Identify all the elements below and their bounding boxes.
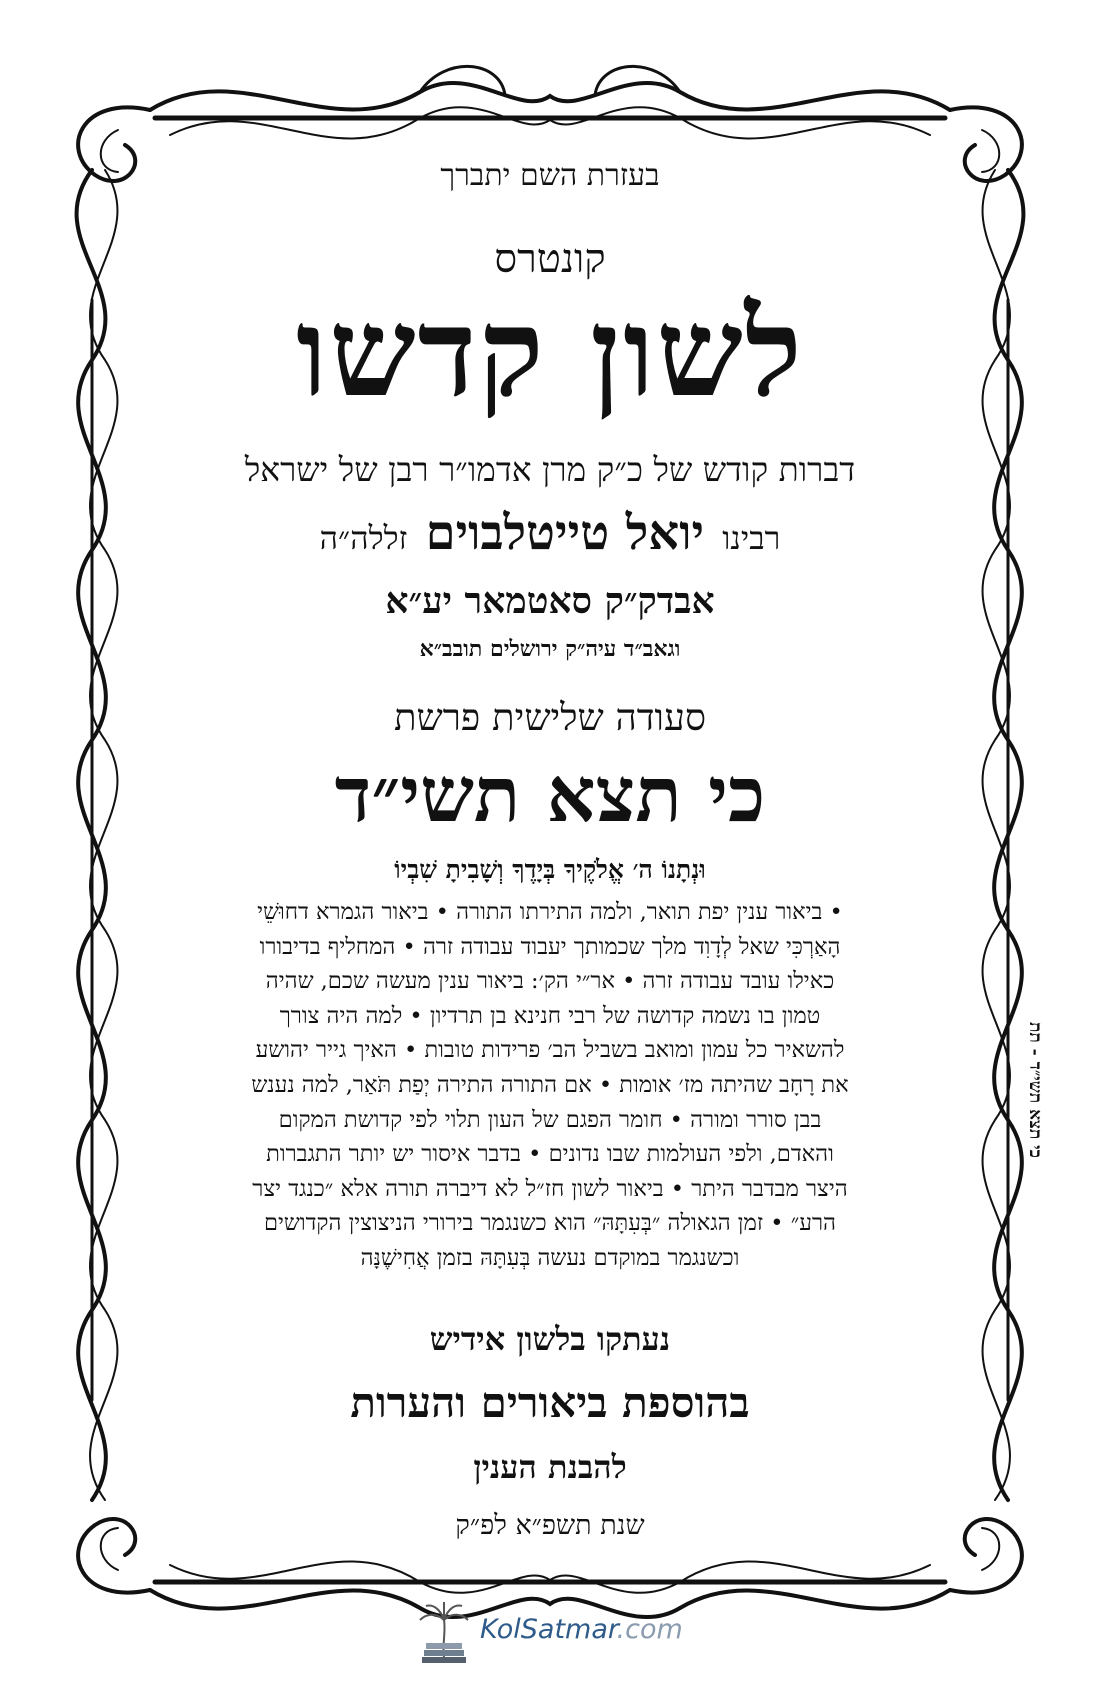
side-running-head: כי תצא תשי״ד - תת [1025,1022,1045,1158]
topic-line: • ביאור ענין יפת תואר, ולמה התירתו התורה • ביאור הגמרא דחוּשֵׁי [257,899,843,925]
topic-line: את רָחָב שהיתה מז׳ אומות • אם התורה התירה יְפַת תֹּאַר, למה נענש [251,1071,849,1098]
words-of-line: דברות קודש של כ״ק מרן אדמו״ר רבן של ישראל [244,450,856,489]
parsha-year: כי תצא תשי״ד [334,750,766,839]
book-title: לשון קדשו [296,280,804,424]
rabbi-line [200,505,900,561]
brand-suffix: .com [616,1614,683,1645]
seuda-line: סעודה שלישית פרשת [393,696,707,739]
yiddish-note: נעתקו בלשון אידיש [429,1320,671,1358]
kolsatmar-branding[interactable] [414,1600,694,1670]
topic-line: כאילו עובד עבודה זרה • אר״י הק׳: ביאור ענין מעשה שכם, שהיה [265,968,835,995]
booklet-label: קונטרס [494,236,606,282]
publication-year: שנת תשפ״א לפ״ק [455,1510,645,1541]
topic-line: טמון בו נשמה קדושה של רבי חנינא בן תרדיון • למה היה צורך [279,1002,821,1029]
topic-line: וכשנגמר במוקדם נעשה בְּעִתָּהּ בזמן אֲחִישֶׁנָּה [360,1244,740,1271]
palm-tree-books-icon [414,1600,474,1666]
topic-line: והאדם, ולפי העולמות שבו נדונים • בדבר איסור יש יותר התגברות [266,1141,834,1168]
topic-line: היצר מבדבר היתר • ביאור לשון חז״ל לא דיברה תורה אלא ״כנגד יצר [252,1175,848,1202]
gaavad-line: וגאב״ד עיה״ק ירושלים תובב״א [419,636,681,662]
additions-line: בהוספת ביאורים והערות [350,1378,750,1427]
title-page-content [200,150,900,1550]
topic-line: הרע״ • זמן הגאולה ״בְּעִתָּהּ״ הוא כשנגמר בירורי הניצוצין הקדושים [263,1210,836,1237]
topics-list [200,895,900,1276]
rabbi-name: יואל טייטלבוים [425,505,705,561]
verse: וּנְתָנוֹ ה׳ אֱלֹקֶיךָ בְּיָדֶךָ וְשָׁבִיתָ שִׁבְיוֹ [394,855,706,884]
understanding-line: להבנת הענין [473,1448,627,1486]
rabbi-prefix: רבינו [722,519,781,557]
brand-name: KolSatmar [480,1614,617,1645]
topic-line: להשאיר כל עמון ומואב בשביל הב׳ פרידות טובות • האיך גייר יהושע [255,1037,845,1064]
brand-text [480,1614,683,1645]
topic-line: בבן סורר ומורה • חומר הפגם של העון תלוי לפי קדושת המקום [278,1106,822,1133]
abd-line: אבדק״ק סאטמאר יע״א [385,580,715,622]
blessing: בעזרת השם יתברך [440,158,660,193]
rabbi-suffix: זללה״ה [319,519,408,557]
topic-line: הָאַרְכִּי שאל לְדָוִד מלך שכמותך יעבוד עבודה זרה • המחליף בדיבורו [259,933,841,960]
